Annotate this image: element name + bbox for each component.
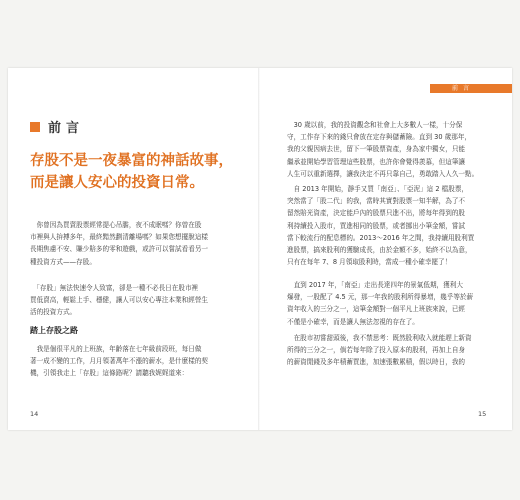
- paragraph-2013: [287, 183, 497, 268]
- text-line: 自 2013 年開始，靜手又買「南亞」、「亞泥」這 2 檔股票，: [287, 185, 469, 193]
- tagline: [30, 150, 255, 194]
- text-line: 市裡與人拚搏多年，最終黯然劃清離場嗎？如果您想擺脫這樣: [30, 233, 209, 242]
- text-line: 繼承並開始學習管理這些股票，也許你會覺得羨慕，但這筆讓: [287, 157, 466, 166]
- tagline-line: 而是讓人安心的投資日常。: [30, 175, 204, 191]
- section-subheading: 踏上存股之路: [30, 326, 78, 335]
- text-line: 留然賠光資產，決定能戶內的股票只進不出，將每年得到的股: [287, 209, 466, 218]
- text-line: 我是個很平凡的上班族，年齡落在七年級前段班，每日做: [30, 345, 202, 353]
- text-line: 直到 2017 年，「南亞」走出長達四年的景氣低期，獲利大: [287, 281, 463, 289]
- text-line: 著一成不變的工作，月月領著萬年不漲的薪水，是什麼樣的契: [30, 357, 209, 366]
- text-line: 買低賣高，輕鬆上手、穩健，讓人可以安心專注本業和經營生: [30, 296, 209, 305]
- text-line: 爆發，一股配了 4.5 元，那一年我的股利所得暴增，幾乎等於薪: [287, 293, 474, 302]
- heading-square-icon: [30, 122, 40, 132]
- text-line: 的薪資閒錢及多年積蓄買進，加速張數累積，假以時日，我的: [287, 358, 466, 367]
- page-number-left: 14: [30, 410, 39, 418]
- text-line: 種投資方式——存股。: [30, 257, 96, 266]
- paragraph-before-30: [287, 119, 497, 180]
- book-gutter: [258, 68, 260, 430]
- text-line: 守，工作存下來的錢只會放在定存與儲蓄險。直到 30 歲那年，: [287, 133, 472, 142]
- paragraph-story-start: [30, 343, 255, 380]
- text-line: 所得的三分之一，倘若每年除了投入原本的股利，再加上自身: [287, 346, 466, 355]
- paragraph-definition: [30, 282, 255, 319]
- text-line: 30 歲以前，我的投資觀念和社會上大多數人一樣，十分保: [287, 121, 463, 129]
- text-line: 在股市初嘗甜頭後，我不禁思考：既然股利收入就能趕上新資: [287, 334, 472, 342]
- paragraph-intro: [30, 219, 255, 268]
- page-number-right: 15: [478, 410, 487, 418]
- chapter-heading: [30, 117, 84, 136]
- text-line: 你曾因為買賣股票經常提心吊膽，夜不成眠嗎？你曾在股: [30, 221, 202, 229]
- paragraph-2017: [287, 279, 497, 328]
- text-line: 只有在每年 7、8 月領取股利時，當成一種小確幸罷了！: [287, 258, 452, 267]
- text-line: 我的父親因病去世，留下一筆股票資產，身為家中獨女，只能: [287, 145, 466, 154]
- tagline-line: 存股不是一夜暴富的神話故事，: [30, 153, 233, 169]
- text-line: 機，引領我走上「存股」這條路呢？請聽我娓娓道來：: [30, 369, 189, 378]
- text-line: 長期焦慮不安、賺少賠多的零和遊戲，或許可以嘗試看看另一: [30, 245, 209, 254]
- text-line: 活的投資方式。: [30, 308, 77, 317]
- running-header-label: 前言: [452, 85, 475, 92]
- text-line: 突然當了「股二代」的我，當時其實對股票一知半解，為了不: [287, 197, 466, 206]
- text-line: 「存股」無法快速令人致富，卻是一種不必長日在股市裡: [30, 284, 199, 292]
- text-line: 資年收入的三分之一，這筆金額對一個平凡上班族來說，已經: [287, 305, 466, 314]
- text-line: 人生可以重新選擇，讓我決定不再只靠自己，勇敢踏入人久一點。: [287, 169, 479, 178]
- text-line: 當下較流行的配息標的。2013～2016 年之間，我持續用股利買: [287, 233, 475, 242]
- text-line: 不僅是小確幸，而是讓人無法忽視的存在了。: [287, 317, 419, 326]
- text-line: 進股票，搞來股利的獲驗成長，由於金額不多，始終不以為意，: [287, 246, 472, 255]
- paragraph-reflection: [287, 332, 497, 369]
- chapter-title: 前言: [48, 121, 85, 136]
- text-line: 利持續投入股市，買進相同的股票，或者挪出小筆金額，嘗試: [287, 221, 466, 230]
